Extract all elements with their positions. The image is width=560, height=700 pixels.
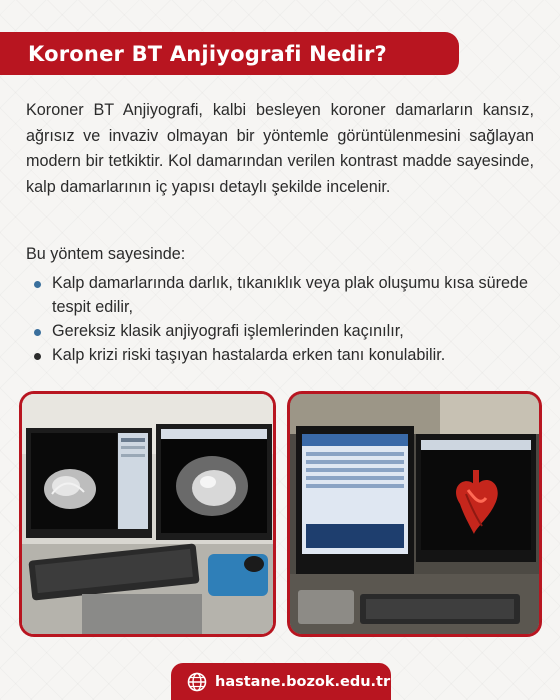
list-item: Gereksiz klasik anjiyografi işlemlerinden kaçınılır, [26, 319, 538, 343]
footer-url-badge[interactable] [171, 663, 391, 700]
list-heading: Bu yöntem sayesinde: [26, 245, 186, 263]
workstation-monitors-ct-scan-photo [22, 394, 273, 634]
bullet-dot-icon [34, 353, 41, 360]
page-title: Koroner BT Anjiyografi Nedir? [28, 41, 387, 66]
globe-icon [187, 672, 207, 692]
list-item: Kalp damarlarında darlık, tıkanıklık veya plak oluşumu kısa sürede tespit edilir, [26, 271, 538, 319]
list-item: Kalp krizi riski taşıyan hastalarda erken tanı konulabilir. [26, 343, 538, 367]
bullet-dot-icon [34, 281, 41, 288]
benefit-list [26, 271, 538, 367]
footer-url-text[interactable]: hastane.bozok.edu.tr [215, 673, 391, 690]
title-banner [0, 32, 459, 75]
intro-paragraph: Koroner BT Anjiyografi, kalbi besleyen koroner damarların kansız, ağrısız ve invaziv olmayan bir yöntemle görüntülenmesini sağlayan modern bir tetkiktir. Kol damarından verilen kontrast madde sayesinde, kalp damarlarının iç yapısı detaylı şekilde incelenir. [26, 101, 534, 196]
workstation-3d-heart-reconstruction-photo [290, 394, 539, 634]
bullet-dot-icon [34, 329, 41, 336]
